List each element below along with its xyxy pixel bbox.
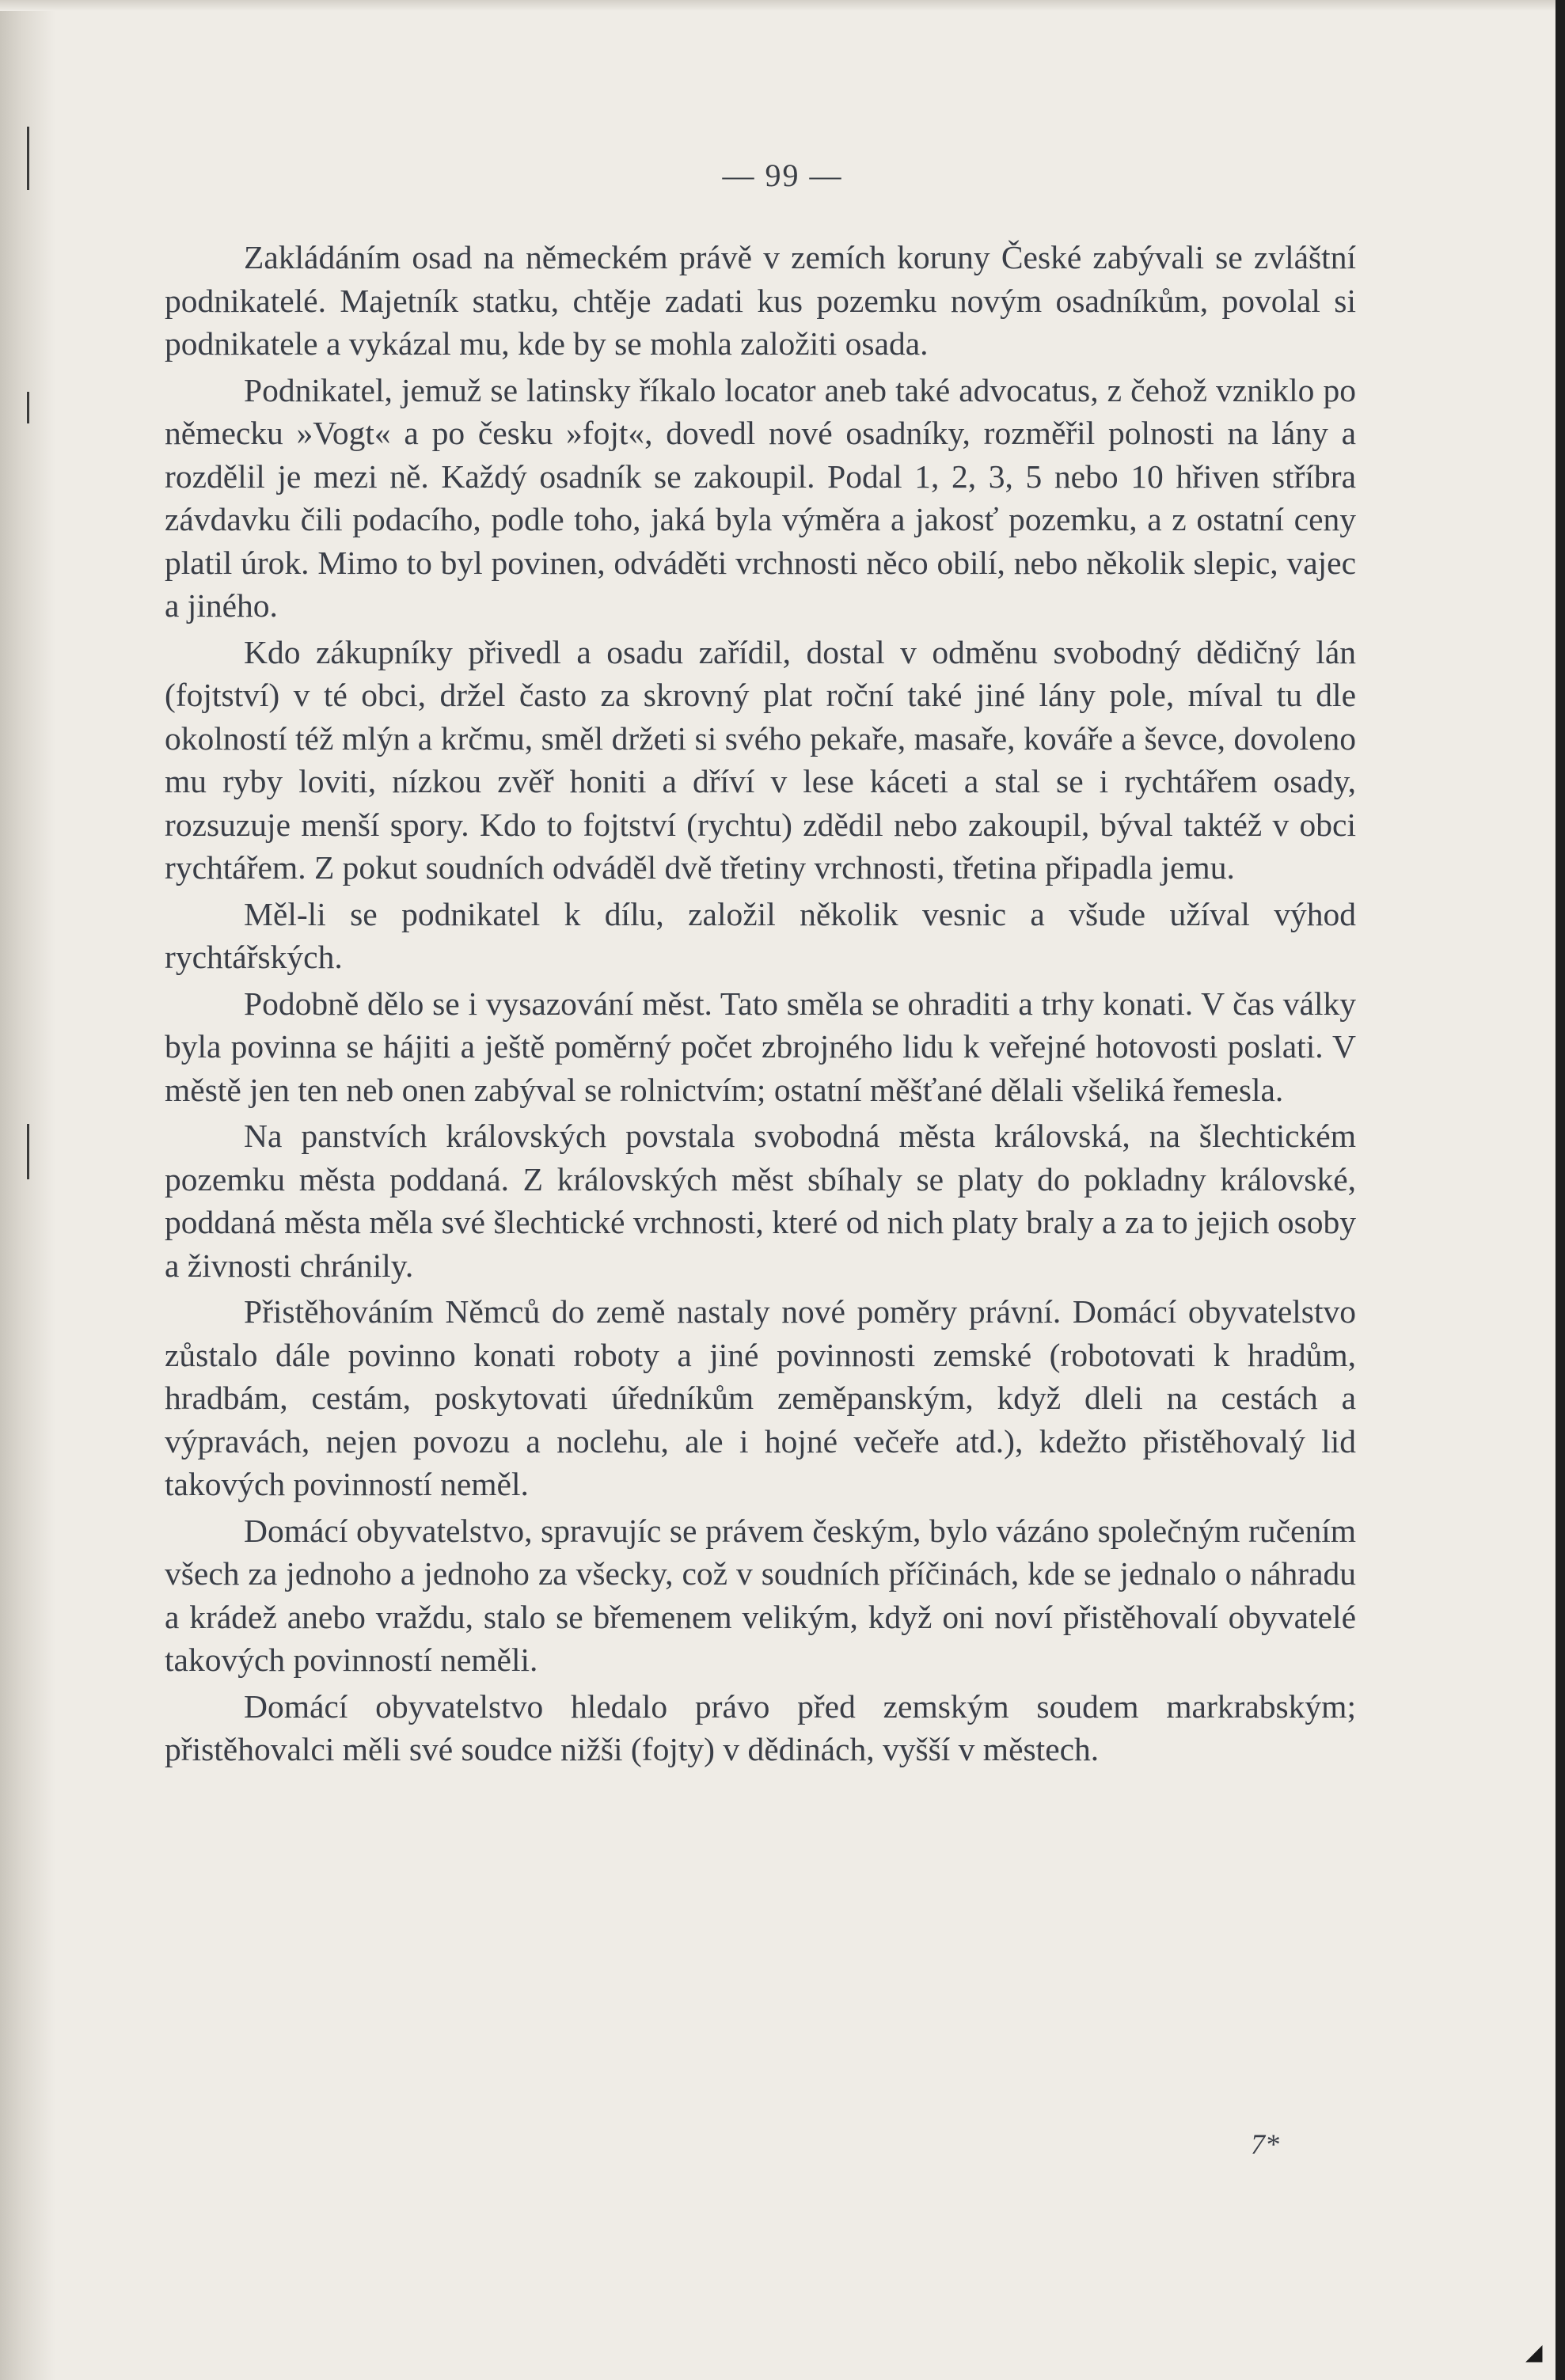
corner-mark: ◢ [1525,2339,1543,2365]
paragraph: Přistěhováním Němců do země nastaly nové poměry právní. Domácí obyvatelstvo zůstalo dále povinno konati roboty a jiné povinnosti zemské (robotovati k hradům, hradbám, cestám, poskytovati úředníkům zeměpanským, když dleli na cestách a výpravách, nejen povozu a noclehu, ale i hojné večeře atd.), kdežto přistěhovalý lid takových povinností neměl. [165,1293,1356,1502]
paragraph: Domácí obyvatelstvo, spravujíc se právem českým, bylo vázáno společným ručením všech za jednoho a jednoho za všecky, což v soudních příčinách, kde se jednalo o náhradu a krádež anebo vraždu, stalo se břemenem velikým, když oni noví přistěhovalí obyvatelé takových povinností neměli. [165,1512,1356,1678]
printer-signature: 7* [1251,2128,1279,2160]
paragraph: Kdo zákupníky přivedl a osadu zařídil, dostal v odměnu svobodný dědičný lán (fojtství) v té obci, držel často za skrovný plat roční také jiné lány pole, míval tu dle okolností též mlýn a krčmu, směl držeti si svého pekaře, masaře, kováře a ševce, dovoleno mu ryby loviti, nízkou zvěř honiti a dříví v lese káceti a stal se i rychtářem osady, rozsuzuje menší spory. Kdo to fojtství (rychtu) zdědil nebo zakoupil, býval taktéž v obci rychtářem. Z pokut soudních odváděl dvě třetiny vrchnosti, třetina připadla jemu. [165,633,1356,886]
paragraph: Domácí obyvatelstvo hledalo právo před zemským soudem markrabským; přistěhovalci měli své soudce nižši (fojty) v dědinách, vyšší v městech. [165,1687,1356,1767]
paragraph: Na panstvích královských povstala svobodná města královská, na šlechtickém pozemku města poddaná. Z královských měst sbíhaly se platy do pokladny královské, poddaná města měla své šlechtické vrchnosti, které od nich platy braly a za to jejich osoby a živnosti chránily. [165,1118,1356,1284]
page-right-edge [1556,0,1565,2380]
page-top-edge [0,0,1565,11]
body-text [165,236,1356,1771]
binding-mark [27,392,29,423]
paragraph: Zakládáním osad na německém právě v zemích koruny České zabývali se zvláštní podnikatelé. Majetník statku, chtěje zadati kus pozemku novým osadníkům, povolal si podnikatele a vykázal mu, kde by se mohla založiti osada. [165,239,1356,362]
page-number: — 99 — [722,158,843,193]
paragraph: Podnikatel, jemuž se latinsky říkalo locator aneb také advocatus, z čehož vzniklo po německu »Vogt« a po česku »fojt«, dovedl nové osadníky, rozměřil polnosti na lány a rozdělil je mezi ně. Každý osadník se zakoupil. Podal 1, 2, 3, 5 nebo 10 hřiven stříbra závdavku čili podacího, podle toho, jaká byla výměra a jakosť pozemku, a z ostatní ceny platil úrok. Mimo to byl povinen, odváděti vrchnosti něco obilí, nebo několik slepic, vajec a jiného. [165,371,1356,624]
paragraph: Podobně dělo se i vysazování měst. Tato směla se ohraditi a trhy konati. V čas války byla povinna se hájiti a ještě poměrný počet zbrojného lidu k veřejné hotovosti poslati. V městě jen ten neb onen zabýval se rolnictvím; ostatní měšťané dělali všeliká řemesla. [165,985,1356,1108]
page-gutter-shadow [0,0,55,2380]
paragraph: Měl-li se podnikatel k dílu, založil několik vesnic a všude užíval výhod rychtářských. [165,895,1356,975]
binding-mark [27,1124,29,1179]
